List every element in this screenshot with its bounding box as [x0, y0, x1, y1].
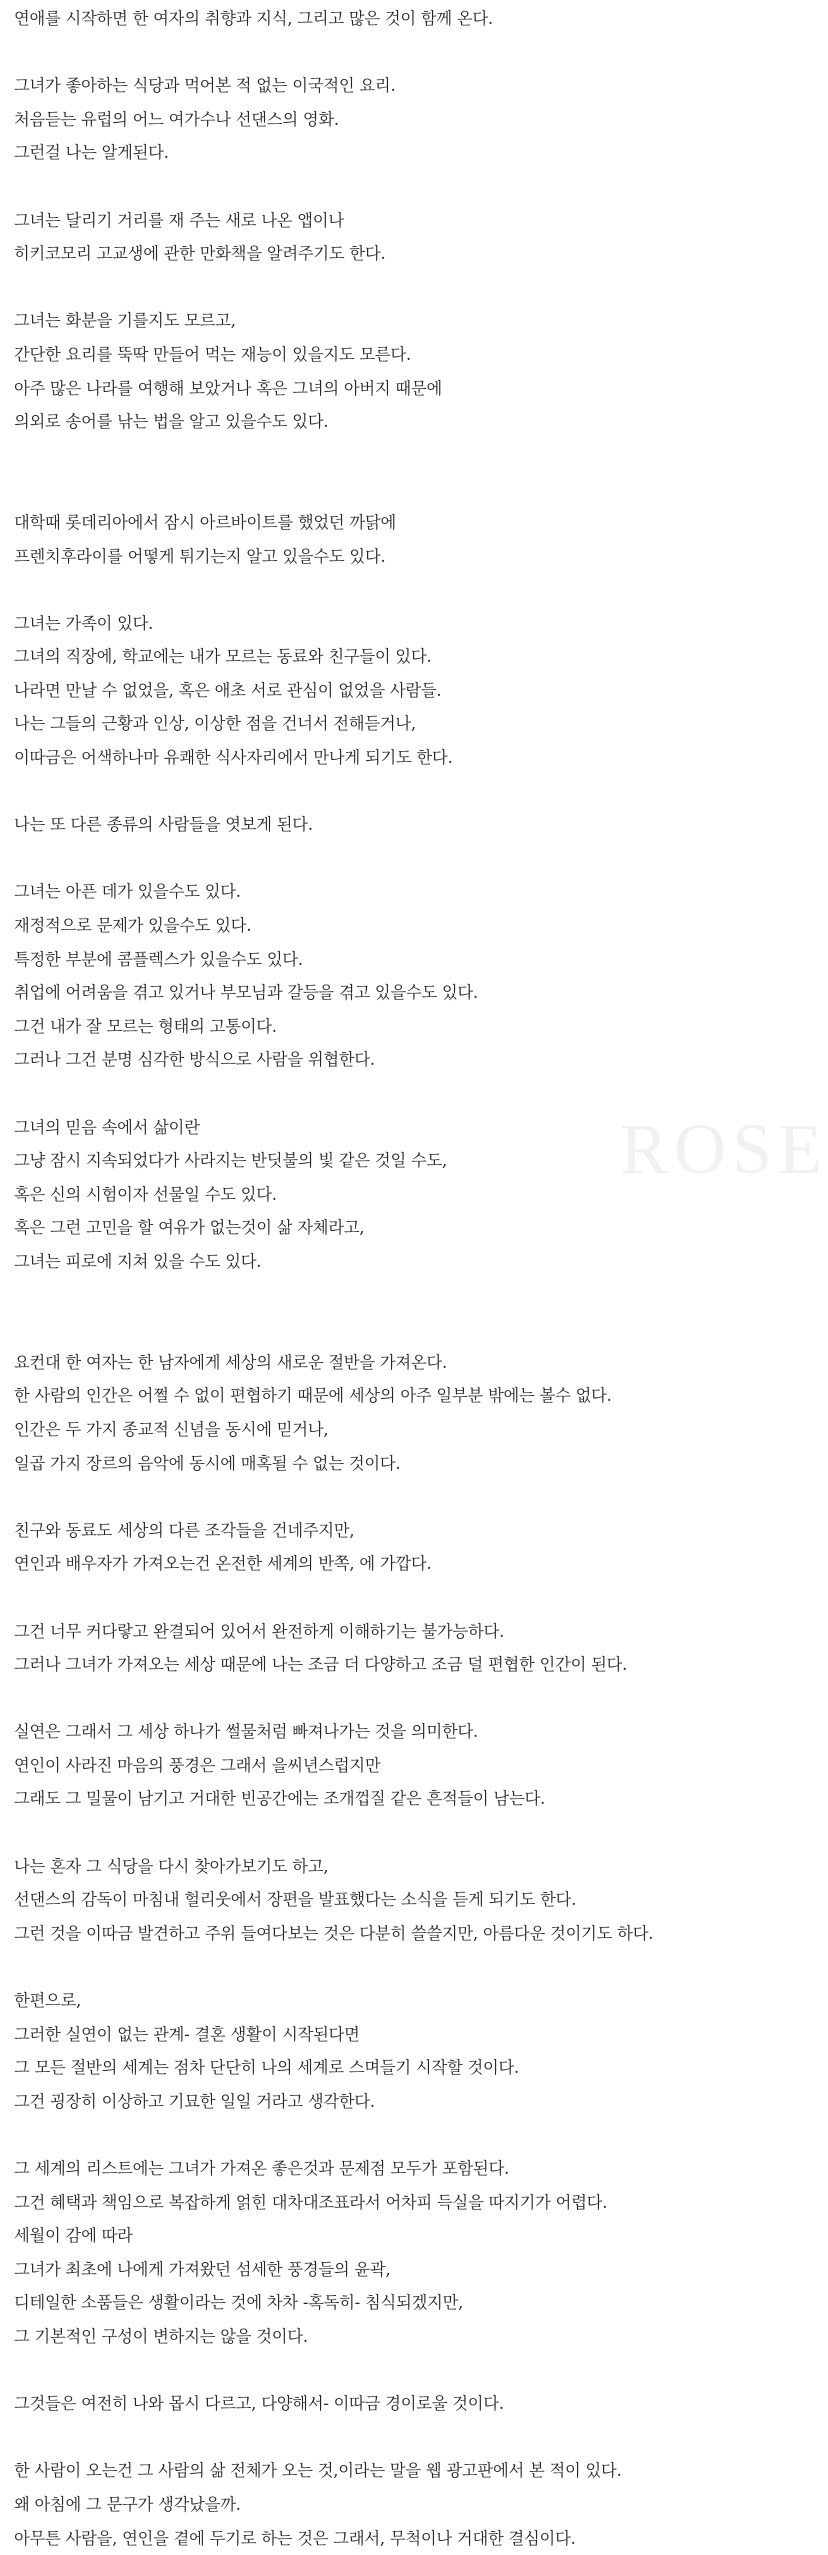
text-line: 요컨대 한 여자는 한 남자에게 세상의 새로운 절반을 가져온다. [14, 1352, 447, 1372]
text-line: 일곱 가지 장르의 음악에 동시에 매혹될 수 없는 것이다. [14, 1453, 401, 1473]
blank-line [14, 36, 784, 70]
text-line: 그 기본적인 구성이 변하지는 않을 것이다. [14, 2326, 308, 2346]
blank-line [14, 1682, 784, 1716]
text-line: 의외로 송어를 낚는 법을 알고 있을수도 있다. [14, 412, 329, 432]
blank-line [14, 1312, 784, 1346]
text-line: 세월이 감에 따라 [14, 2226, 133, 2246]
text-line: 취업에 어려움을 겪고 있거나 부모님과 갈등을 겪고 있을수도 있다. [14, 983, 479, 1003]
text-line: 히키코모리 고교생에 관한 만화책을 알려주기도 한다. [14, 244, 386, 264]
text-line: 혹은 신의 시험이자 선물일 수도 있다. [14, 1184, 277, 1204]
blank-line [14, 271, 784, 305]
text-line: 한 사람의 인간은 어쩔 수 없이 편협하기 때문에 세상의 아주 일부분 밖에는 볼수 없다. [14, 1386, 612, 1406]
text-line: 그녀의 믿음 속에서 삶이란 [14, 1117, 200, 1137]
text-line: 한편으로, [14, 1991, 82, 2011]
blank-line [14, 1279, 784, 1313]
text-line: 연인과 배우자가 가져오는건 온전한 세계의 반쪽, 에 가깝다. [14, 1554, 432, 1574]
text-line: 그녀의 직장에, 학교에는 내가 모르는 동료와 친구들이 있다. [14, 647, 432, 667]
text-line: 실연은 그래서 그 세상 하나가 썰물처럼 빠져나가는 것을 의미한다. [14, 1722, 479, 1742]
blank-line [14, 1581, 784, 1615]
blank-line [14, 573, 784, 607]
text-line: 그래도 그 밀물이 남기고 거대한 빈공간에는 조개껍질 같은 흔적들이 남는다. [14, 1789, 546, 1809]
text-line: 대학때 롯데리아에서 잠시 아르바이트를 했었던 까닭에 [14, 512, 397, 532]
blank-line [14, 439, 784, 473]
blank-line [14, 472, 784, 506]
text-line: 그러나 그건 분명 심각한 방식으로 사람을 위협한다. [14, 1050, 375, 1070]
watermark: ROSE [620, 1109, 828, 1189]
text-line: 처음듣는 유럽의 어느 여가수나 선댄스의 영화. [14, 109, 339, 129]
text-line: 그런 것을 이따금 발견하고 주위 들여다보는 것은 다분히 쓸쓸지만, 아름다운 것이기도 하다. [14, 1923, 654, 1943]
blank-line [14, 170, 784, 204]
text-line: 왜 아침에 그 문구가 생각났을까. [14, 2494, 241, 2514]
blank-line [14, 1816, 784, 1850]
text-line: 간단한 요리를 뚝딱 만들어 먹는 재능이 있을지도 모른다. [14, 344, 411, 364]
blank-line [14, 2118, 784, 2152]
text-line: 나는 또 다른 종류의 사람들을 엿보게 된다. [14, 815, 313, 835]
text-line: 그런걸 나는 알게된다. [14, 143, 169, 163]
blank-line [14, 1480, 784, 1514]
text-line: 그러나 그녀가 가져오는 세상 때문에 나는 조금 더 다양하고 조금 덜 편협한 인간이 된다. [14, 1655, 628, 1675]
text-line: 그냥 잠시 지속되었다가 사라지는 반딧불의 빛 같은 것일 수도, [14, 1151, 447, 1171]
text-line: 그건 굉장히 이상하고 기묘한 일일 거라고 생각한다. [14, 2091, 375, 2111]
text-line: 친구와 동료도 세상의 다른 조각들을 건네주지만, [14, 1520, 355, 1540]
text-line: 나라면 만날 수 없었을, 혹은 애초 서로 관심이 없었을 사람들. [14, 680, 442, 700]
text-line: 재정적으로 문제가 있을수도 있다. [14, 916, 252, 936]
text-line: 디테일한 소품들은 생활이라는 것에 차차 -혹독히- 침식되겠지만, [14, 2293, 464, 2313]
text-line: 그 세계의 리스트에는 그녀가 가져온 좋은것과 문제점 모두가 포함된다. [14, 2159, 510, 2178]
text-line: 그건 혜택과 책임으로 복잡하게 얽힌 대차대조표라서 어차피 득실을 따지기가 어렵다. [14, 2192, 608, 2212]
blank-line [14, 2354, 784, 2388]
text-line: 그녀가 최초에 나에게 가져왔던 섬세한 풍경들의 윤곽, [14, 2259, 391, 2279]
text-line: 그러한 실연이 없는 관계- 결혼 생활이 시작된다면 [14, 2024, 360, 2044]
text-line: 그녀가 좋아하는 식당과 먹어본 적 없는 이국적인 요리. [14, 76, 396, 96]
text-line: 그녀는 화분을 기를지도 모르고, [14, 311, 236, 331]
text-line: 그녀는 피로에 지쳐 있을 수도 있다. [14, 1251, 262, 1271]
text-line: 연애를 시작하면 한 여자의 취향과 지식, 그리고 많은 것이 함께 온다. [14, 9, 493, 28]
text-line: 그 모든 절반의 세계는 점차 단단히 나의 세계로 스며들기 시작할 것이다. [14, 2058, 520, 2078]
blank-line [14, 1950, 784, 1984]
text-line: 혹은 그런 고민을 할 여유가 없는것이 삶 자체라고, [14, 1218, 365, 1238]
text-line: 아주 많은 나라를 여행해 보았거나 혹은 그녀의 아버지 때문에 [14, 378, 442, 398]
blank-line [14, 842, 784, 876]
blank-line [14, 775, 784, 809]
text-line: 그건 내가 잘 모르는 형태의 고통이다. [14, 1016, 277, 1036]
text-line: 그건 너무 커다랗고 완결되어 있어서 완전하게 이해하기는 불가능하다. [14, 1621, 505, 1641]
blank-line [14, 2421, 784, 2455]
text-line: 연인이 사라진 마음의 풍경은 그래서 을씨년스럽지만 [14, 1755, 381, 1775]
text-line: 한 사람이 오는건 그 사람의 삶 전체가 오는 것,이라는 말을 웹 광고판에서 본 적이 있다. [14, 2461, 622, 2481]
text-line: 이따금은 어색하나마 유쾌한 식사자리에서 만나게 되기도 한다. [14, 748, 453, 768]
text-line: 선댄스의 감독이 마침내 헐리웃에서 장편을 발표했다는 소식을 듣게 되기도 한다. [14, 1890, 577, 1910]
text-line: 나는 그들의 근황과 인상, 이상한 점을 건너서 전해듣거나, [14, 714, 416, 734]
text-line: 그것들은 여전히 나와 몹시 다르고, 다양해서- 이따금 경이로울 것이다. [14, 2394, 504, 2414]
text-line: 그녀는 달리기 거리를 재 주는 새로 나온 앱이나 [14, 210, 344, 230]
text-line: 인간은 두 가지 종교적 신념을 동시에 믿거나, [14, 1419, 329, 1439]
text-line: 그녀는 가족이 있다. [14, 613, 154, 633]
text-line: 나는 혼자 그 식당을 다시 찾아가보기도 하고, [14, 1856, 329, 1876]
blank-line [14, 1077, 784, 1111]
text-line: 그녀는 아픈 데가 있을수도 있다. [14, 882, 241, 902]
text-line: 특정한 부분에 콤플렉스가 있을수도 있다. [14, 949, 303, 969]
text-line: 프렌치후라이를 어떻게 튀기는지 알고 있을수도 있다. [14, 546, 386, 566]
text-line: 아무튼 사람을, 연인을 곁에 두기로 하는 것은 그래서, 무척이나 거대한 결심이다. [14, 2528, 576, 2548]
